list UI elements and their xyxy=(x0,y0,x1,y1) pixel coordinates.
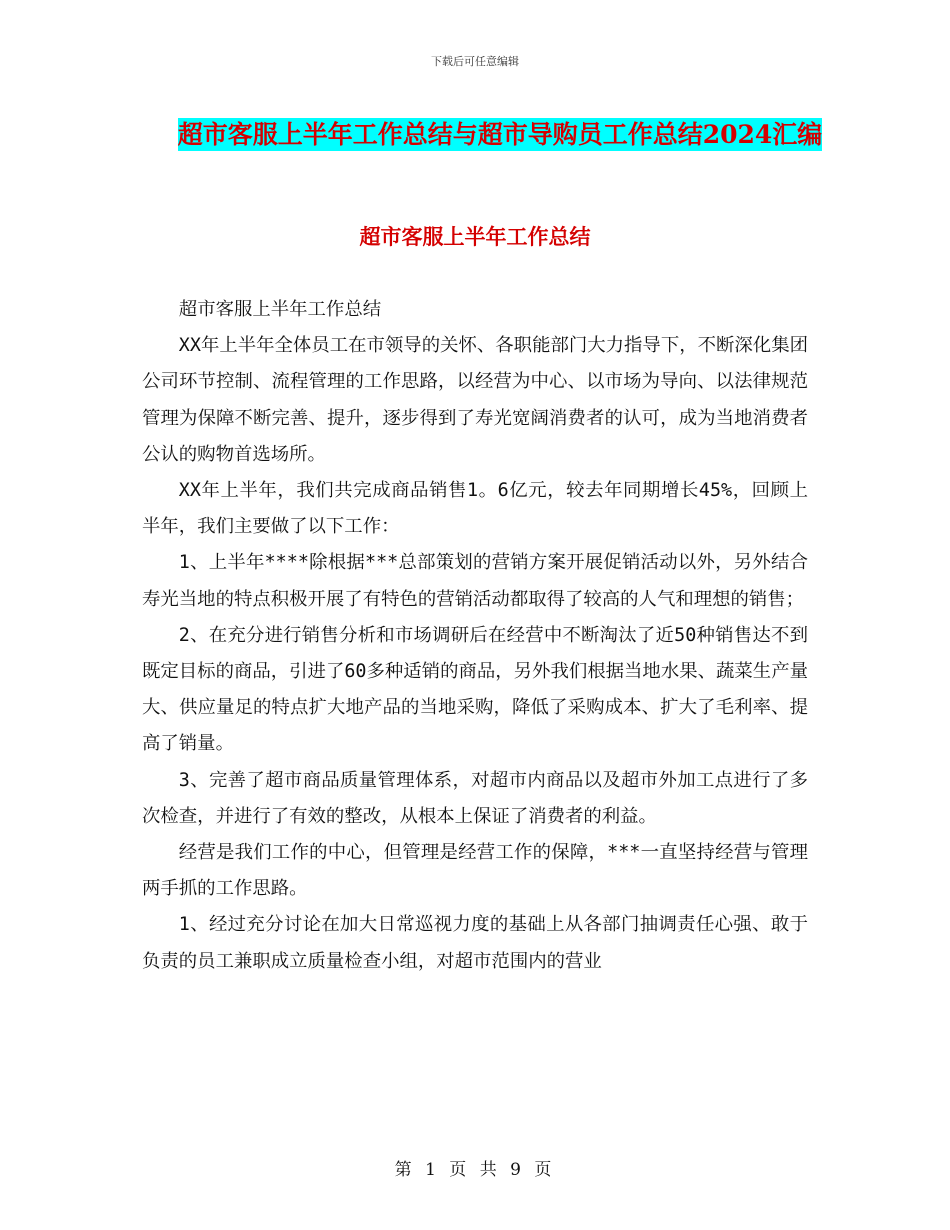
paragraph: 1、经过充分讨论在加大日常巡视力度的基础上从各部门抽调责任心强、敢于负责的员工兼职成立质量检查小组，对超市范围内的营业 xyxy=(142,914,808,972)
header-note: 下载后可任意编辑 xyxy=(431,55,519,68)
page-number-footer: 第 1 页 共 9 页 xyxy=(394,1160,556,1180)
paragraph: 1、上半年****除根据***总部策划的营销方案开展促销活动以外，另外结合寿光当地的特点积极开展了有特色的营销活动都取得了较高的人气和理想的销售； xyxy=(142,552,808,610)
document-title xyxy=(120,113,880,157)
paragraph: 经营是我们工作的中心，但管理是经营工作的保障，***一直坚持经营与管理两手抓的工作思路。 xyxy=(142,842,808,900)
paragraph: 3、完善了超市商品质量管理体系，对超市内商品以及超市外加工点进行了多次检查，并进行了有效的整改，从根本上保证了消费者的利益。 xyxy=(142,769,808,827)
paragraph: XX年上半年全体员工在市领导的关怀、各职能部门大力指导下，不断深化集团公司环节控制、流程管理的工作思路，以经营为中心、以市场为导向、以法律规范管理为保障不断完善、提升，逐步得到了寿光宽阔消费者的认可，成为当地消费者公认的购物首选场所。 xyxy=(142,335,808,465)
document-title-text: 超市客服上半年工作总结与超市导购员工作总结2024汇编 xyxy=(177,120,823,149)
paragraph: 2、在充分进行销售分析和市场调研后在经营中不断淘汰了近50种销售达不到既定目标的商品，引进了60多种适销的商品，另外我们根据当地水果、蔬菜生产量大、供应量足的特点扩大地产品的当地采购，降低了采购成本、扩大了毛利率、提高了销量。 xyxy=(142,624,808,755)
paragraph: 超市客服上半年工作总结 xyxy=(178,299,382,320)
paragraph: XX年上半年，我们共完成商品销售1。6亿元，较去年同期增长45%，回顾上半年，我们主要做了以下工作： xyxy=(142,480,808,538)
section-title: 超市客服上半年工作总结 xyxy=(359,224,591,249)
body-text xyxy=(142,292,808,980)
